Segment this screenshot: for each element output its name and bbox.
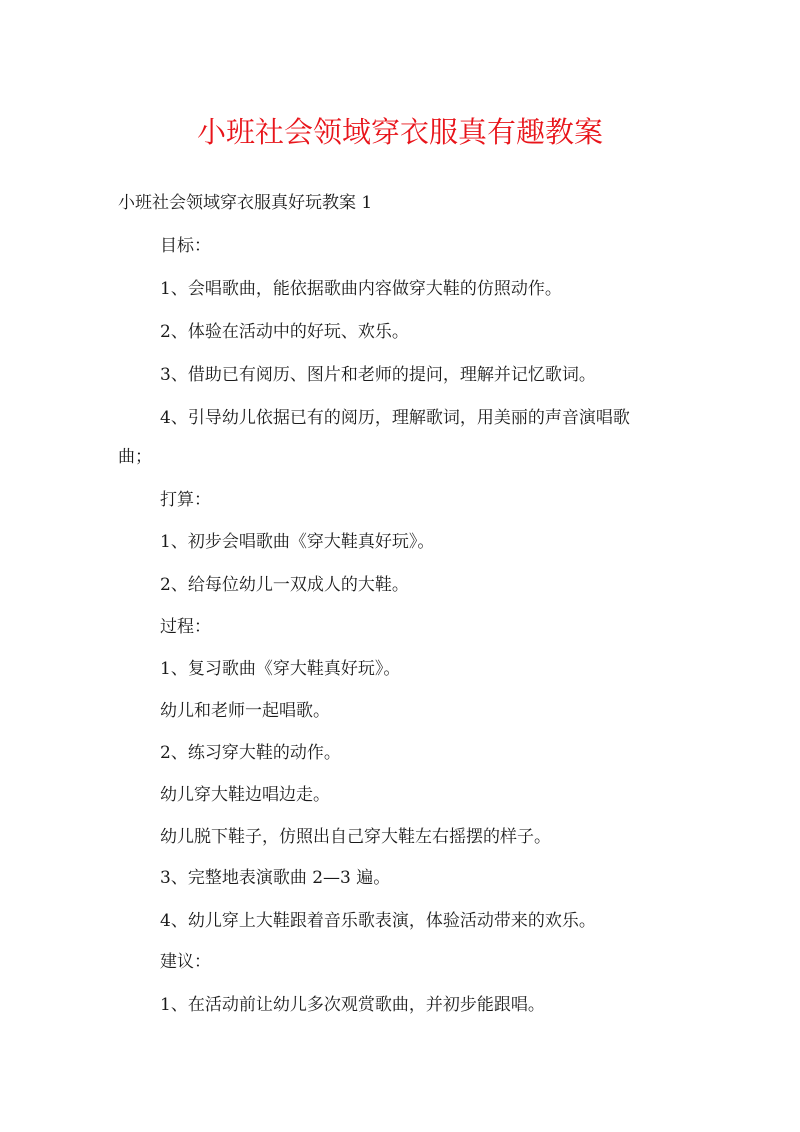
goal-item: 4、引导幼儿依据已有的阅历，理解歌词，用美丽的声音演唱歌	[160, 408, 630, 428]
process-item: 1、复习歌曲《穿大鞋真好玩》。	[160, 659, 401, 679]
process-heading: 过程：	[160, 617, 211, 637]
process-item: 4、幼儿穿上大鞋跟着音乐歌表演，体验活动带来的欢乐。	[160, 911, 596, 931]
document-title: 小班社会领域穿衣服真有趣教案	[196, 115, 603, 149]
process-item: 幼儿脱下鞋子，仿照出自己穿大鞋左右摇摆的样子。	[160, 827, 551, 847]
suggest-heading: 建议：	[160, 952, 211, 972]
process-item: 3、完整地表演歌曲 2—3 遍。	[160, 868, 391, 888]
process-item: 幼儿穿大鞋边唱边走。	[160, 785, 330, 805]
goal-item: 1、会唱歌曲，能依据歌曲内容做穿大鞋的仿照动作。	[160, 279, 562, 299]
goal-item-continued: 曲；	[118, 447, 152, 467]
process-item: 2、练习穿大鞋的动作。	[160, 743, 341, 763]
goal-item: 3、借助已有阅历、图片和老师的提问，理解并记忆歌词。	[160, 365, 596, 385]
process-item: 幼儿和老师一起唱歌。	[160, 701, 330, 721]
plan-item: 1、初步会唱歌曲《穿大鞋真好玩》。	[160, 532, 435, 552]
suggest-item: 1、在活动前让幼儿多次观赏歌曲，并初步能跟唱。	[160, 995, 545, 1015]
goal-heading: 目标：	[160, 236, 211, 256]
plan-heading: 打算：	[160, 490, 211, 510]
document-subtitle: 小班社会领域穿衣服真好玩教案 1	[118, 193, 373, 213]
goal-item: 2、体验在活动中的好玩、欢乐。	[160, 322, 409, 342]
plan-item: 2、给每位幼儿一双成人的大鞋。	[160, 575, 409, 595]
